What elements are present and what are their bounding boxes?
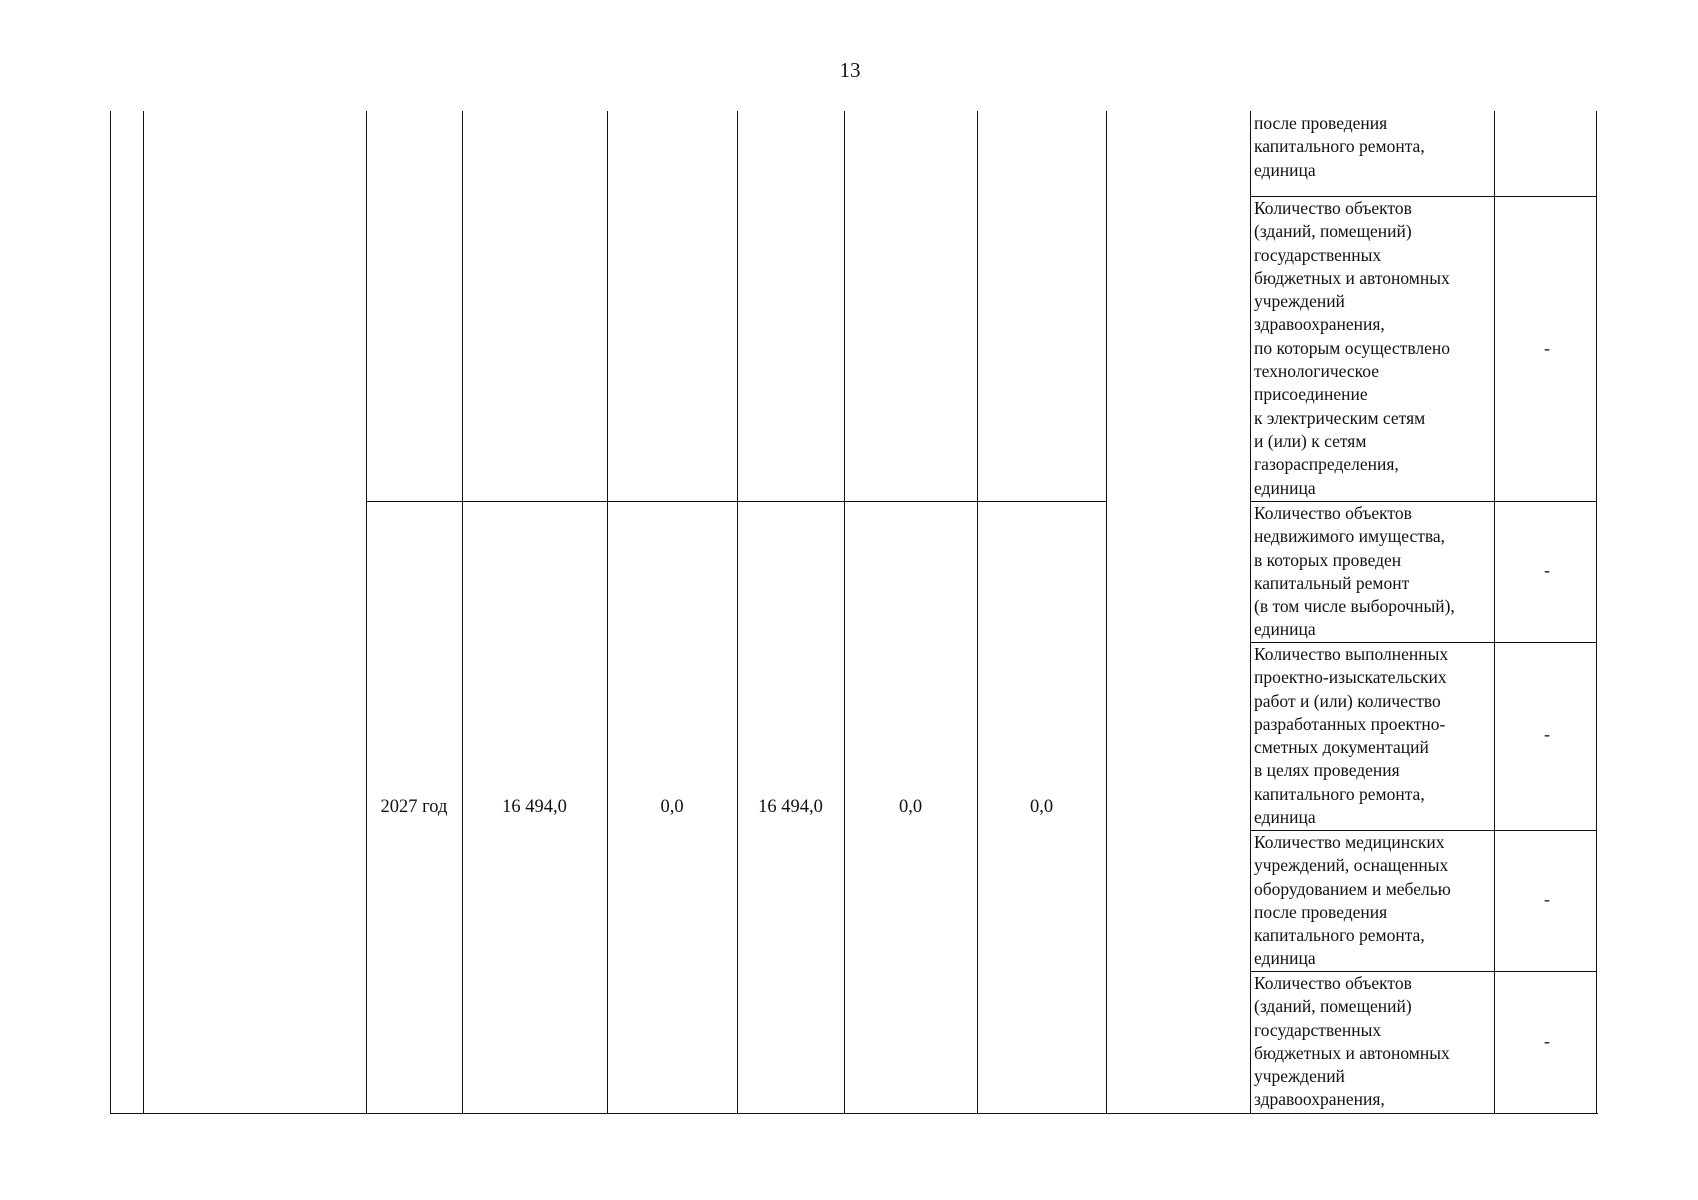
column-divider [844,111,845,1114]
column-divider [977,111,978,1114]
indicator-value: - [1544,724,1550,744]
column-divider [143,111,144,1114]
row-divider [366,501,1106,502]
indicator-text: Количество объектов недвижимого имущества, в которых проведен капитальный ремонт (в том числе выборочный), единица [1254,503,1455,640]
indicator-value: - [1544,338,1550,358]
indicator-value: - [1544,1031,1550,1051]
indicator-value: - [1544,560,1550,580]
value-cell: 0,0 [898,797,923,817]
indicator-value: - [1544,889,1550,909]
indicator-text: после проведения капитального ремонта, единица [1254,113,1425,180]
table-border-left [110,111,111,1114]
indicator-text: Количество выполненных проектно-изыскательских работ и (или) количество разработанных проектно- сметных документаций в целях проведения капитального ремонта, единица [1254,644,1449,828]
total-cell: 16 494,0 [502,797,567,817]
value-cell: 0,0 [660,797,684,817]
column-divider [462,111,463,1114]
column-divider [1494,111,1495,1114]
table-border-bottom [110,1113,1598,1114]
column-divider [737,111,738,1114]
column-divider [1106,111,1107,1114]
column-divider [366,111,367,1114]
indicator-text: Количество медицинских учреждений, оснащенных оборудованием и мебелью после проведения капитального ремонта, единица [1254,832,1451,969]
year-cell: 2027 год [380,797,448,817]
column-divider [1250,111,1251,1114]
value-cell: 0,0 [1029,797,1054,817]
table-border-right [1596,111,1597,1114]
column-divider [607,111,608,1114]
indicator-text: Количество объектов (зданий, помещений) государственных бюджетных и автономных учреждений здравоохранения, по которым осуществлено технологическое присоединение к электрическим сетям и (или) к сетям газораспределения, единица [1254,198,1450,498]
page-number: 13 [839,58,861,82]
value-cell: 16 494,0 [758,797,823,817]
indicator-text: Количество объектов (зданий, помещений) государственных бюджетных и автономных учреждений здравоохранения, [1254,973,1450,1110]
